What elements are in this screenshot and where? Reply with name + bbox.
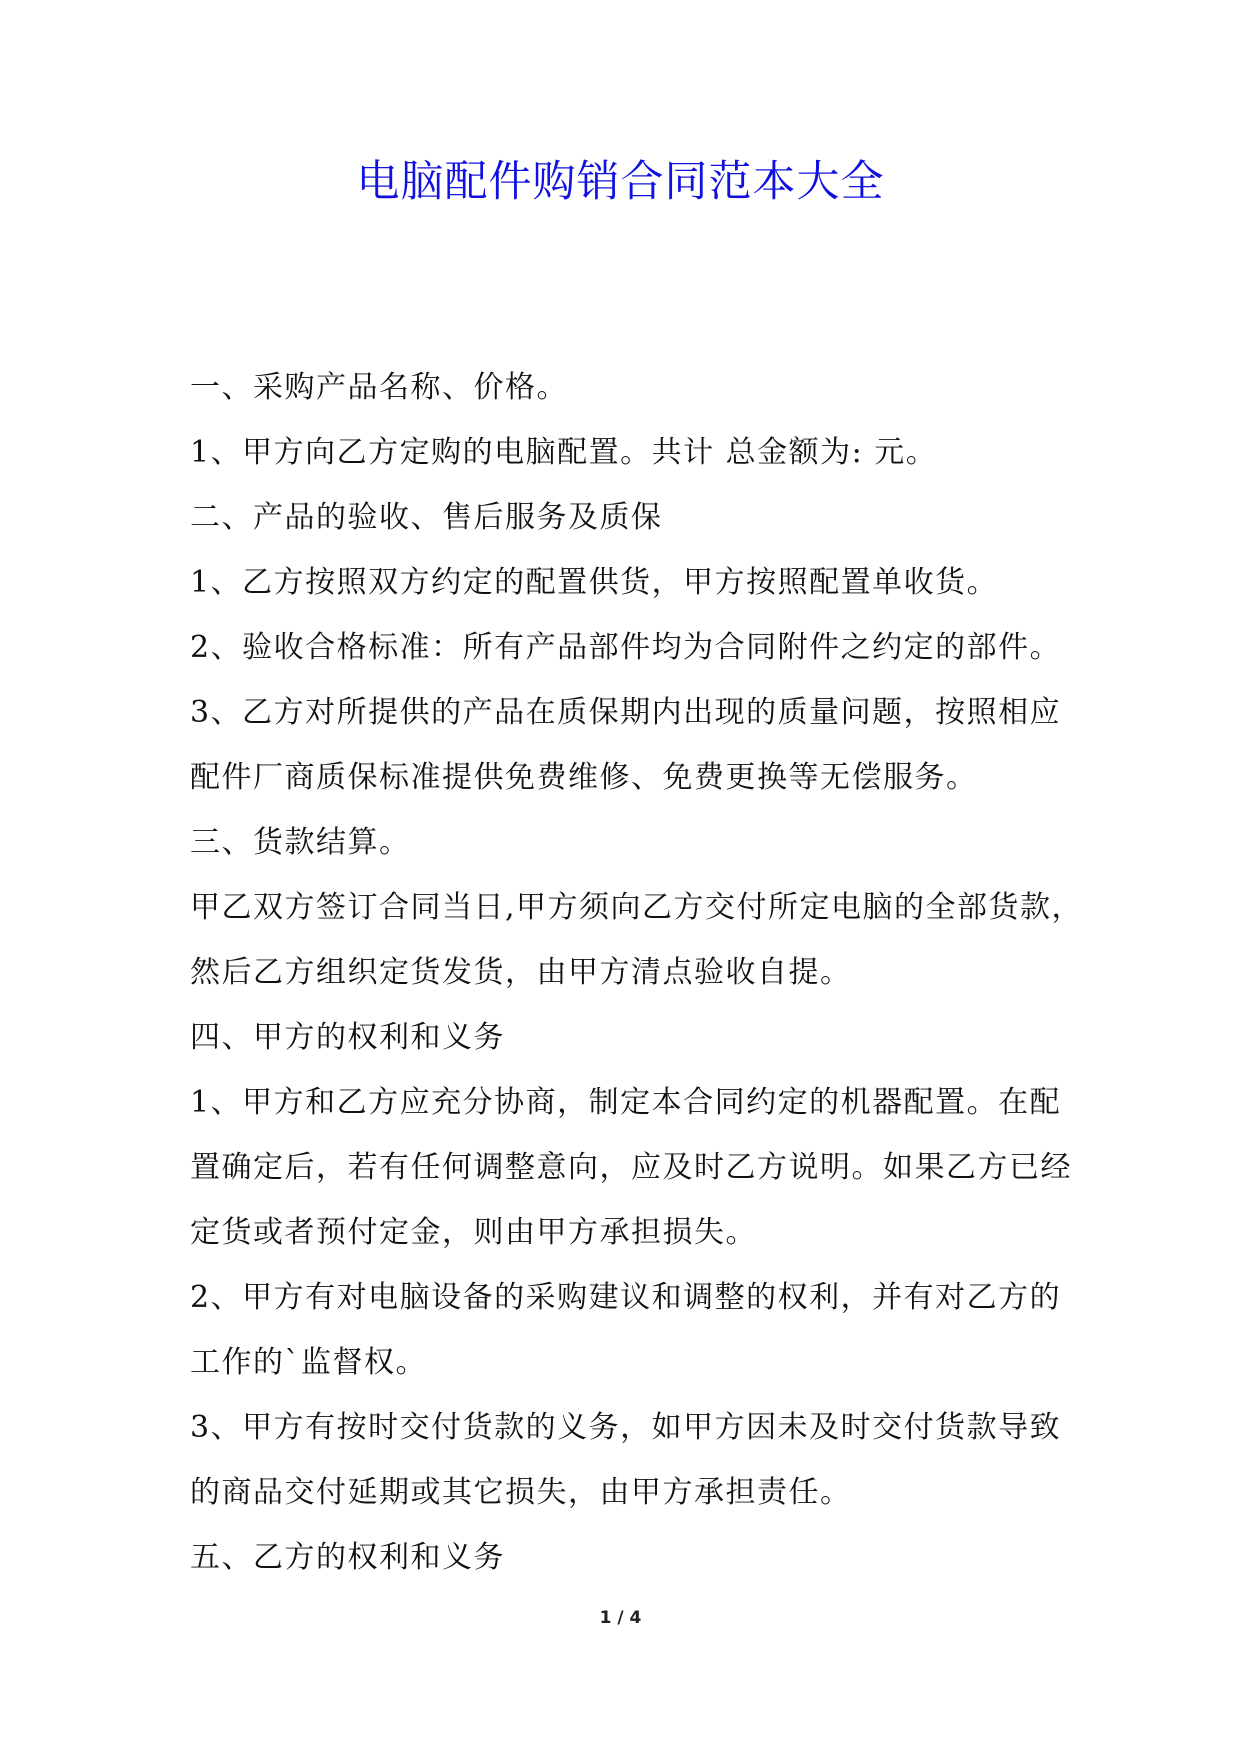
body-line: 2、甲方有对电脑设备的采购建议和调整的权利，并有对乙方的 <box>190 1280 1062 1315</box>
body-line: 一、采购产品名称、价格。 <box>190 370 568 405</box>
body-line: 三、货款结算。 <box>190 825 411 860</box>
body-line: 2、验收合格标准：所有产品部件均为合同附件之约定的部件。 <box>190 630 1062 665</box>
body-line: 配件厂商质保标准提供免费维修、免费更换等无偿服务。 <box>190 760 978 795</box>
page-number: 1 / 4 <box>599 1608 642 1628</box>
body-line: 3、甲方有按时交付货款的义务，如甲方因未及时交付货款导致 <box>190 1410 1062 1445</box>
document-title: 电脑配件购销合同范本大全 <box>356 157 885 207</box>
body-line: 四、甲方的权利和义务 <box>190 1020 505 1055</box>
body-line: 1、甲方和乙方应充分协商，制定本合同约定的机器配置。在配 <box>190 1085 1062 1120</box>
body-line: 五、乙方的权利和义务 <box>190 1540 505 1575</box>
body-line: 定货或者预付定金，则由甲方承担损失。 <box>190 1215 757 1250</box>
body-line: 的商品交付延期或其它损失，由甲方承担责任。 <box>190 1475 852 1510</box>
document-body <box>190 355 1084 1590</box>
body-line: 二、产品的验收、售后服务及质保 <box>190 500 663 535</box>
body-line: 3、乙方对所提供的产品在质保期内出现的质量问题，按照相应 <box>190 695 1062 730</box>
body-line: 1、乙方按照双方约定的配置供货，甲方按照配置单收货。 <box>190 565 999 600</box>
body-line: 工作的`监督权。 <box>190 1345 427 1380</box>
body-line: 置确定后，若有任何调整意向，应及时乙方说明。如果乙方已经 <box>190 1150 1072 1185</box>
body-line: 然后乙方组织定货发货，由甲方清点验收自提。 <box>190 955 852 990</box>
body-line: 甲乙双方签订合同当日,甲方须向乙方交付所定电脑的全部货款， <box>190 890 1084 925</box>
body-line: 1、甲方向乙方定购的电脑配置。共计 总金额为: 元。 <box>190 435 938 470</box>
